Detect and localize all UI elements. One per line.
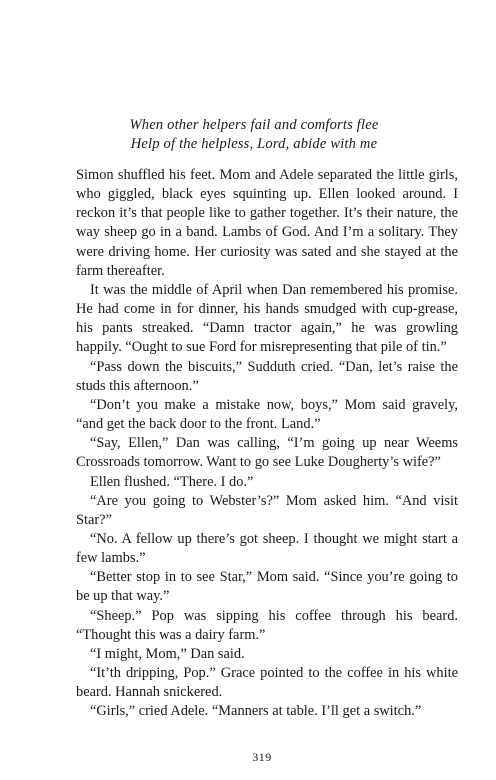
paragraph: “Are you going to Webster’s?” Mom asked him. “And visit Star?” <box>76 492 458 528</box>
paragraph: Simon shuffled his feet. Mom and Adele separated the little girls, who giggled, black eyes squinting up. Ellen looked around. I reckon it’s that people like to gather together. It’s their nature, the way sheep go in a band. Lambs of God. And I’m a solitary. They were driving home. Her curiosity was sated and she stayed at the farm thereafter. <box>76 167 458 279</box>
paragraph: “Don’t you make a mistake now, boys,” Mom said gravely, “and get the back door to the front. Land.” <box>76 396 458 433</box>
paragraph: “Better stop in to see Star,” Mom said. “Since you’re going to be up that way.” <box>76 569 458 605</box>
paragraph: “Say, Ellen,” Dan was calling, “I’m going up near Weems Crossroads tomorrow. Want to go see Luke Dougherty’s wife?” <box>76 435 458 471</box>
paragraph: “Sheep.” Pop was sipping his coffee through his beard. “Thought this was a dairy farm.” <box>76 607 458 643</box>
page-number: 319 <box>252 750 272 764</box>
page-number-container <box>0 750 496 765</box>
paragraph: “It’th dripping, Pop.” Grace pointed to the coffee in his white beard. Hannah snickered. <box>76 665 458 701</box>
epigraph-line-2: Help of the helpless, Lord, abide with me <box>130 136 378 152</box>
paragraph: “Girls,” cried Adele. “Manners at table. I’ll get a switch.” <box>90 703 422 720</box>
epigraph-line-1: When other helpers fail and comforts flee <box>129 117 379 133</box>
paragraph: Ellen flushed. “There. I do.” <box>90 473 254 490</box>
paragraph: “I might, Mom,” Dan said. <box>90 645 245 662</box>
paragraph: It was the middle of April when Dan remembered his promise. He had come in for dinner, his hands smudged with cup-grease, his pants streaked. “Damn tractor again,” he was growling happily. “Ought to sue Ford for misrepresenting that pile of tin.” <box>76 281 458 356</box>
paragraph: “No. A fellow up there’s got sheep. I thought we might start a few lambs.” <box>76 530 458 567</box>
body-text <box>76 166 458 722</box>
epigraph <box>0 116 496 154</box>
paragraph: “Pass down the biscuits,” Sudduth cried. “Dan, let’s raise the studs this afternoon.” <box>76 358 458 394</box>
